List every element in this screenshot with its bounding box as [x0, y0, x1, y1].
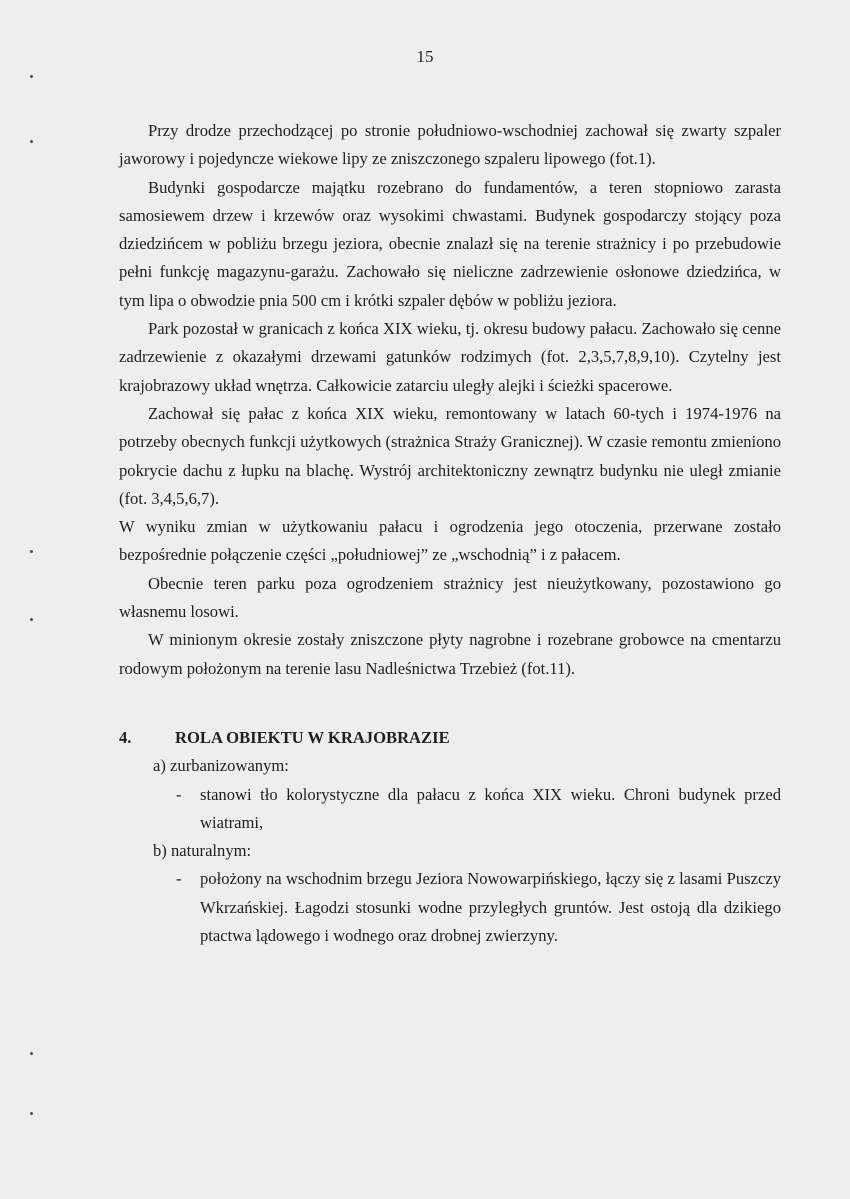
- scan-mark: [30, 550, 33, 553]
- paragraph: W minionym okresie zostały zniszczone płyty nagrobne i rozebrane grobowce na cmentarzu rodowym położonym na terenie lasu Nadleśnictwa Trzebież (fot.11).: [119, 630, 781, 678]
- scan-mark: [30, 1052, 33, 1055]
- list-item: [176, 781, 781, 838]
- body-text: [119, 117, 781, 950]
- scan-mark: [30, 1112, 33, 1115]
- paragraph: Przy drodze przechodzącej po stronie południowo-wschodniej zachował się zwarty szpaler jaworowy i pojedyncze wiekowe lipy ze zniszczonego szpaleru lipowego (fot.1).: [119, 121, 781, 169]
- paragraph: Zachował się pałac z końca XIX wieku, remontowany w latach 60-tych i 1974-1976 na potrzeby obecnych funkcji użytkowych (strażnica Straży Granicznej). W czasie remontu zmieniono pokrycie dachu z łupku na blachę. Wystrój architektoniczny zewnątrz budynku nie uległ zmianie (fot. 3,4,5,6,7).: [119, 403, 781, 508]
- section-number: 4.: [119, 727, 132, 747]
- paragraph: Budynki gospodarcze majątku rozebrano do fundamentów, a teren stopniowo zarasta samosiewem drzew i krzewów oraz wysokimi chwastami. Budynek gospodarczy stojący poza dziedzińcem w pobliżu brzegu jeziora, obecnie znalazł się na terenie strażnicy i po przebudowie pełni funkcję magazynu-garażu. Zachowało się nieliczne zadrzewienie osłonowe dziedzińca, w tym lipa o obwodzie pnia 500 cm i krótki szpaler dębów w pobliżu jeziora.: [119, 177, 781, 310]
- scan-mark: [30, 75, 33, 78]
- page-number: 15: [416, 47, 434, 66]
- list-item: [176, 865, 781, 950]
- list-label: a) zurbanizowanym:: [153, 756, 289, 776]
- dash-marker: -: [176, 869, 182, 889]
- list-label: b) naturalnym:: [153, 841, 252, 861]
- scan-mark: [30, 618, 33, 621]
- list-item-text: stanowi tło kolorystyczne dla pałacu z końca XIX wieku. Chroni budynek przed wiatrami,: [200, 784, 781, 832]
- paragraph: Obecnie teren parku poza ogrodzeniem strażnicy jest nieużytkowany, pozostawiono go własnemu losowi.: [119, 573, 781, 622]
- list-item-text: położony na wschodnim brzegu Jeziora Nowowarpińskiego, łączy się z lasami Puszczy Wkrzańskiej. Łagodzi stosunki wodne przyległych gruntów. Jest ostoją dla dzikiego ptactwa lądowego i wodnego oraz drobnej zwierzyny.: [200, 869, 781, 946]
- section-title: ROLA OBIEKTU W KRAJOBRAZIE: [175, 727, 450, 747]
- section-heading: [119, 724, 781, 752]
- scan-mark: [30, 140, 33, 143]
- dash-marker: -: [176, 784, 182, 804]
- paragraph: W wyniku zmian w użytkowaniu pałacu i ogrodzenia jego otoczenia, przerwane zostało bezpośrednie połączenie części „południowej” ze „wschodnią” i z pałacem.: [119, 517, 781, 565]
- paragraph: Park pozostał w granicach z końca XIX wieku, tj. okresu budowy pałacu. Zachowało się cenne zadrzewienie z okazałymi drzewami gatunków rodzimych (fot. 2,3,5,7,8,9,10). Czytelny jest krajobrazowy układ wnętrza. Całkowicie zatarciu uległy alejki i ścieżki spacerowe.: [119, 319, 781, 395]
